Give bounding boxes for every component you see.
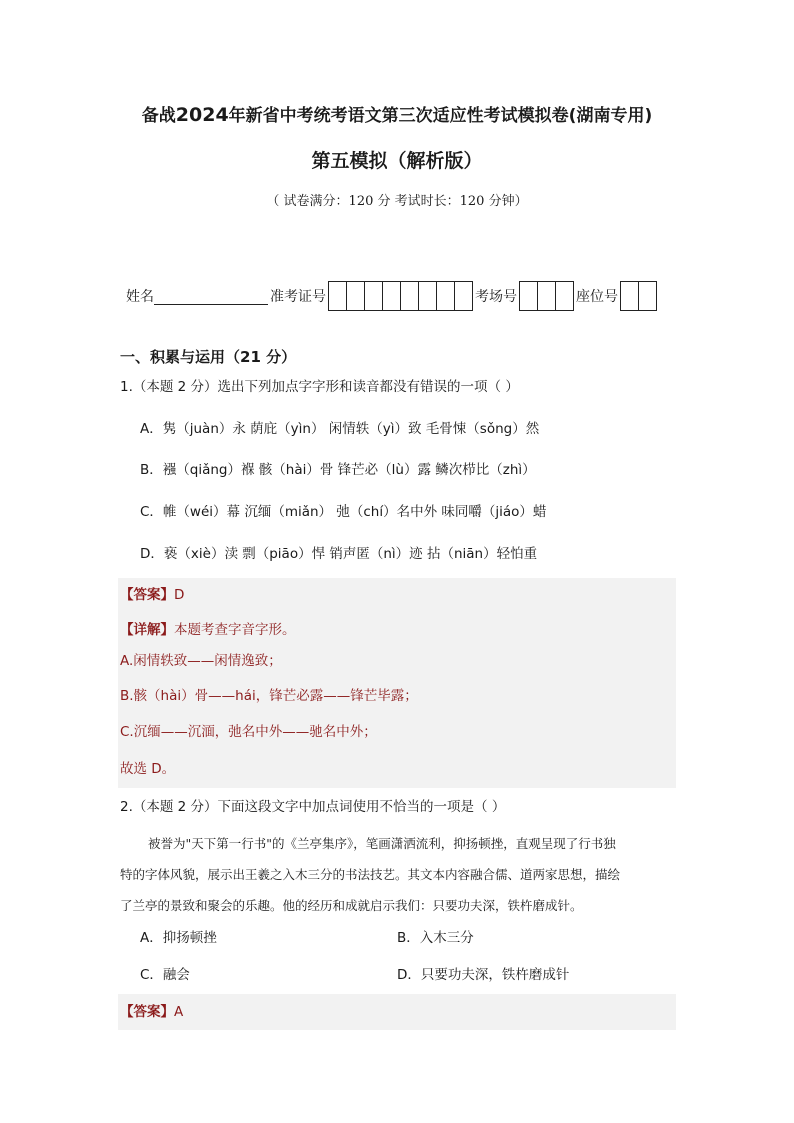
name-field[interactable] xyxy=(154,288,268,305)
digit-box[interactable] xyxy=(520,282,538,310)
explain-tag: 【详解】 xyxy=(120,622,174,638)
passage-line: 特的字体风貌，展示出王羲之入木三分的书法技艺。其文本内容融合儒、道两家思想，描绘 xyxy=(120,867,621,882)
seat-label: 座位号 xyxy=(576,289,618,305)
explain-line xyxy=(120,618,296,638)
section-title: 一、积累与运用（21 分） xyxy=(120,348,297,366)
digit-box[interactable] xyxy=(639,282,656,310)
explain-detail-b: B.骸（hài）骨——hái，锋芒必露——锋芒毕露； xyxy=(120,688,418,704)
exam-id-label: 准考证号 xyxy=(270,289,326,305)
page-subtitle: 第五模拟（解析版） xyxy=(311,150,483,172)
title-prefix: 备战 xyxy=(141,106,176,126)
answer-value: D xyxy=(174,587,185,603)
question-1-option-c: C．帷（wéi）幕 沉缅（miǎn） 弛（chí）名中外 味同嚼（jiáo）蜡 xyxy=(140,504,547,520)
answer-value: A xyxy=(174,1004,184,1020)
passage-line: 了兰亭的景致和聚会的乐趣。他的经历和成就启示我们：只要功夫深，铁杵磨成针。 xyxy=(120,898,583,913)
explain-detail-a: A.闲情轶致——闲情逸致； xyxy=(120,653,282,669)
question-2-option-d: D．只要功夫深，铁杵磨成针 xyxy=(397,967,570,983)
digit-box[interactable] xyxy=(621,282,639,310)
digit-box[interactable] xyxy=(329,282,347,310)
explain-detail-c: C.沉缅——沉湎，弛名中外——驰名中外； xyxy=(120,724,377,740)
digit-box[interactable] xyxy=(538,282,556,310)
answer-line xyxy=(120,583,184,603)
page-title xyxy=(0,101,794,126)
passage-line: 被誉为"天下第一行书"的《兰亭集序》，笔画潇洒流利，抑扬顿挫，直观呈现了行书独 xyxy=(148,836,616,851)
answer-tag: 【答案】 xyxy=(120,1004,174,1020)
exam-meta: （ 试卷满分：120 分 考试时长：120 分钟） xyxy=(266,194,528,209)
question-2-option-c: C．融会 xyxy=(140,967,190,983)
name-label: 姓名 xyxy=(126,289,154,305)
room-label: 考场号 xyxy=(475,289,517,305)
question-2-passage xyxy=(120,828,676,921)
question-1-option-d: D．亵（xiè）渎 剽（piāo）悍 销声匿（nì）迹 拈（niān）轻怕重 xyxy=(140,546,538,562)
explain-text: 本题考查字音字形。 xyxy=(174,622,296,638)
seat-boxes[interactable] xyxy=(620,281,657,311)
answer-panel-1 xyxy=(118,578,676,788)
digit-box[interactable] xyxy=(383,282,401,310)
explain-conclusion: 故选 D。 xyxy=(120,761,176,777)
student-info-row xyxy=(126,281,659,311)
room-boxes[interactable] xyxy=(519,281,574,311)
answer-tag: 【答案】 xyxy=(120,587,174,603)
answer-panel-2 xyxy=(118,994,676,1030)
question-2-option-a: A．抑扬顿挫 xyxy=(140,930,217,946)
exam-id-boxes[interactable] xyxy=(328,281,473,311)
question-2-option-b: B．入木三分 xyxy=(397,930,474,946)
question-2-stem: 2.（本题 2 分）下面这段文字中加点词使用不恰当的一项是（ ） xyxy=(120,799,506,815)
question-1-option-b: B．襁（qiǎng）褓 骸（hài）骨 锋芒必（lù）露 鳞次栉比（zhì） xyxy=(140,462,536,478)
question-1-stem: 1.（本题 2 分）选出下列加点字字形和读音都没有错误的一项（ ） xyxy=(120,379,519,395)
title-suffix: 年新省中考统考语文第三次适应性考试模拟卷(湖南专用) xyxy=(228,106,653,126)
digit-box[interactable] xyxy=(437,282,455,310)
digit-box[interactable] xyxy=(347,282,365,310)
digit-box[interactable] xyxy=(365,282,383,310)
answer-line xyxy=(120,1000,183,1020)
digit-box[interactable] xyxy=(556,282,573,310)
title-year: 2024 xyxy=(175,104,229,126)
digit-box[interactable] xyxy=(419,282,437,310)
question-1-option-a: A．隽（juàn）永 荫庇（yìn） 闲情轶（yì）致 毛骨悚（sǒng）然 xyxy=(140,421,540,437)
digit-box[interactable] xyxy=(401,282,419,310)
digit-box[interactable] xyxy=(455,282,472,310)
